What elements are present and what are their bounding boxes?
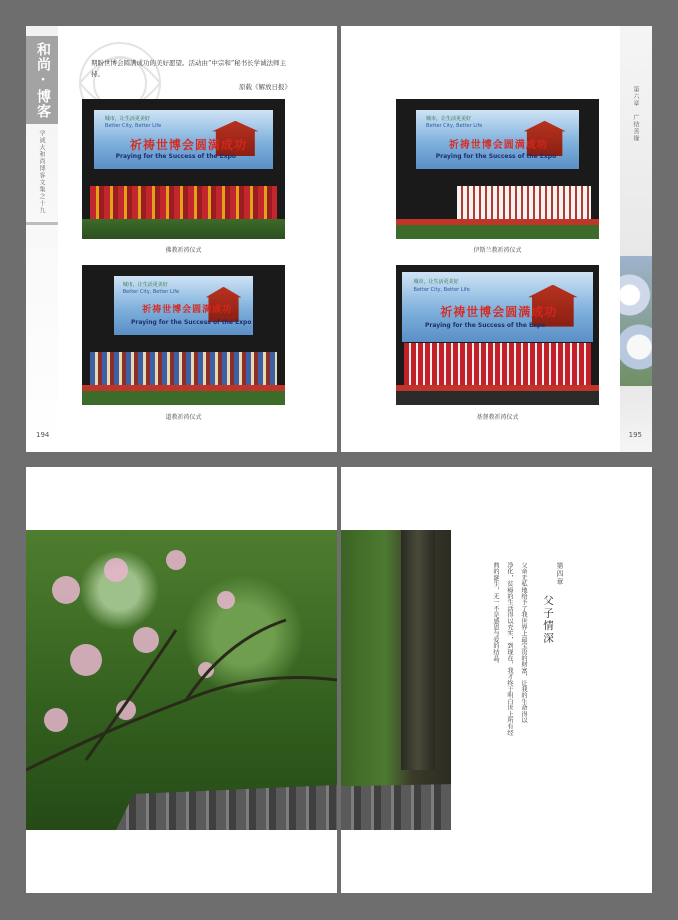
roof-tiles <box>341 774 451 830</box>
sidebar-subtitle: 学诚大和尚博客文集之十九 <box>38 130 45 214</box>
tree-photo-right <box>341 530 451 830</box>
sidebar-title-box <box>26 36 58 124</box>
expo-banner: 城市，让生活更美好 Better City, Better Life 祈祷世博会圆满成功 Praying for the Success of the Expo <box>114 276 252 335</box>
sidebar-title: 和尚·博客 <box>35 42 51 119</box>
expo-banner: 城市，让生活更美好 Better City, Better Life 祈祷世博会圆满成功 Praying for the Success of the Expo <box>416 110 578 169</box>
intro-paragraph: 期盼世博会圆满成功的美好愿望。活动由“中宗和”秘书长学诚法师主持。 <box>91 59 287 78</box>
photo-caption: 道教祈祷仪式 <box>165 414 202 421</box>
source-note: 原载《解放日报》 <box>239 83 291 91</box>
expo-banner: 城市，让生活更美好 Better City, Better Life 祈祷世博会圆满成功 Praying for the Success of the Expo <box>94 110 273 169</box>
photo-caption: 基督教祈祷仪式 <box>476 414 519 421</box>
page-chapter-text-right <box>341 467 652 893</box>
taoist-group <box>90 352 277 386</box>
page-194 <box>26 26 337 452</box>
christian-choir <box>404 343 591 385</box>
page-number: 195 <box>628 431 642 439</box>
expo-banner: 城市，让生活更美好 Better City, Better Life 祈祷世博会圆满成功 Praying for the Success of the Expo <box>402 272 593 342</box>
photo-islamic-ceremony <box>396 99 599 239</box>
page-195 <box>341 26 652 452</box>
tree-trunk <box>401 530 435 770</box>
sidebar-divider <box>26 222 58 225</box>
page-number: 194 <box>36 431 50 439</box>
chapter-label: 第四章 <box>556 562 564 586</box>
chapter-body-line-2: 净化，贫瘠的生活得以充实，到现在，我才终于明白世上所有经 <box>506 562 513 736</box>
page-chapter-photo-left <box>26 467 337 893</box>
chapter-tag: 第六章 广结善缘 <box>632 86 639 142</box>
chapter-title: 父子情深 <box>542 595 554 645</box>
tree-photo-left <box>26 530 337 830</box>
photo-buddhist-ceremony <box>82 99 285 239</box>
islamic-choir <box>457 186 591 220</box>
photo-taoist-ceremony <box>82 265 285 405</box>
chapter-body-line-1: 父亲无私地给予了我世界上最宝贵的财富，让我的生命得以 <box>520 562 527 724</box>
photo-caption: 伊斯兰教祈祷仪式 <box>473 247 522 254</box>
photo-caption: 佛教祈祷仪式 <box>165 247 202 254</box>
flower-accent <box>620 256 652 386</box>
blossom-overlay <box>26 530 337 830</box>
photo-christian-ceremony <box>396 265 599 405</box>
chapter-body-line-3: 典的诞生，无一不是感恩与爱的结晶。 <box>492 562 499 668</box>
monks-group <box>90 186 277 220</box>
